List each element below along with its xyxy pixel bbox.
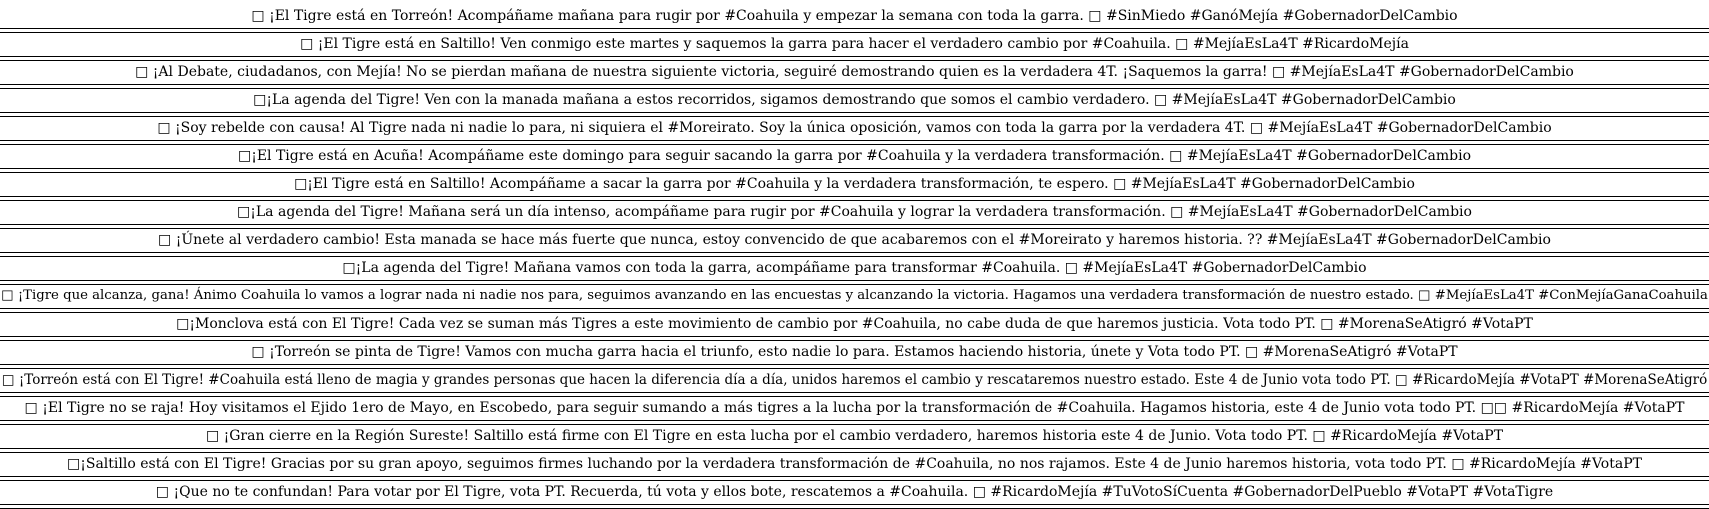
tweet-row: □ ¡Que no te confundan! Para votar por El Tigre, vota PT. Recuerda, tú vota y ellos bote, rescatemos a #Coahuila. □ #RicardoMejía #TuVotoSíCuenta #GobernadorDelPueblo #VotaPT #VotaTigre bbox=[0, 482, 1709, 505]
tweet-row: □¡Monclova está con El Tigre! Cada vez se suman más Tigres a este movimiento de cambio por #Coahuila, no cabe duda de que haremos justicia. Vota todo PT. □ #MorenaSeAtigró #VotaPT bbox=[0, 314, 1709, 337]
tweet-row: □ ¡El Tigre no se raja! Hoy visitamos el Ejido 1ero de Mayo, en Escobedo, para seguir sumando a más tigres a la lucha por la transformación de #Coahuila. Hagamos historia, este 4 de Junio vota todo PT. □□ #RicardoMejía #VotaPT bbox=[0, 398, 1709, 421]
tweet-row: □ ¡Soy rebelde con causa! Al Tigre nada ni nadie lo para, ni siquiera el #Moreirato. Soy la única oposición, vamos con toda la garra por la verdadera 4T. □ #MejíaEsLa4T #GobernadorDelCambio bbox=[0, 118, 1709, 141]
tweet-row: □ ¡El Tigre está en Saltillo! Ven conmigo este martes y saquemos la garra para hacer el verdadero cambio por #Coahuila. □ #MejíaEsLa4T #RicardoMejía bbox=[0, 34, 1709, 57]
tweet-row: □ ¡Torreón se pinta de Tigre! Vamos con mucha garra hacia el triunfo, esto nadie lo para. Estamos haciendo historia, únete y Vota todo PT. □ #MorenaSeAtigró #VotaPT bbox=[0, 342, 1709, 365]
tweet-row: □¡El Tigre está en Saltillo! Acompáñame a sacar la garra por #Coahuila y la verdadera transformación, te espero. □ #MejíaEsLa4T #GobernadorDelCambio bbox=[0, 174, 1709, 197]
tweet-row: □ ¡Gran cierre en la Región Sureste! Saltillo está firme con El Tigre en esta lucha por el cambio verdadero, haremos historia este 4 de Junio. Vota todo PT. □ #RicardoMejía #VotaPT bbox=[0, 426, 1709, 449]
tweet-row: □ ¡Únete al verdadero cambio! Esta manada se hace más fuerte que nunca, estoy convencido de que acabaremos con el #Moreirato y haremos historia. ?? #MejíaEsLa4T #GobernadorDelCambio bbox=[0, 230, 1709, 253]
tweet-row: □¡El Tigre está en Acuña! Acompáñame este domingo para seguir sacando la garra por #Coahuila y la verdadera transformación. □ #MejíaEsLa4T #GobernadorDelCambio bbox=[0, 146, 1709, 169]
tweet-row: □¡La agenda del Tigre! Mañana vamos con toda la garra, acompáñame para transformar #Coahuila. □ #MejíaEsLa4T #GobernadorDelCambio bbox=[0, 258, 1709, 281]
tweet-row: □ ¡El Tigre está en Torreón! Acompáñame mañana para rugir por #Coahuila y empezar la semana con toda la garra. □ #SinMiedo #GanóMejía #GobernadorDelCambio bbox=[0, 6, 1709, 29]
tweet-row: □ ¡Tigre que alcanza, gana! Ánimo Coahuila lo vamos a lograr nada ni nadie nos para, seguimos avanzando en las encuestas y alcanzando la victoria. Hagamos una verdadera transformación de nuestro estado. □ #MejíaEsLa4T #ConMejíaGanaCoahuila bbox=[0, 286, 1709, 309]
tweet-row: □ ¡Al Debate, ciudadanos, con Mejía! No se pierdan mañana de nuestra siguiente victoria, seguiré demostrando quien es la verdadera 4T. ¡Saquemos la garra! □ #MejíaEsLa4T #GobernadorDelCambio bbox=[0, 62, 1709, 85]
tweet-row: □¡La agenda del Tigre! Ven con la manada mañana a estos recorridos, sigamos demostrando que somos el cambio verdadero. □ #MejíaEsLa4T #GobernadorDelCambio bbox=[0, 90, 1709, 113]
tweet-row: □¡La agenda del Tigre! Mañana será un día intenso, acompáñame para rugir por #Coahuila y lograr la verdadera transformación. □ #MejíaEsLa4T #GobernadorDelCambio bbox=[0, 202, 1709, 225]
tweet-row: □ ¡Torreón está con El Tigre! #Coahuila está lleno de magia y grandes personas que hacen la diferencia día a día, unidos haremos el cambio y rescataremos nuestro estado. Este 4 de Junio vota todo PT. □ #RicardoMejía #VotaPT #MorenaSeAtigró bbox=[0, 370, 1709, 393]
tweet-row: □¡Saltillo está con El Tigre! Gracias por su gran apoyo, seguimos firmes luchando por la verdadera transformación de #Coahuila, no nos rajamos. Este 4 de Junio haremos historia, vota todo PT. □ #RicardoMejía #VotaPT bbox=[0, 454, 1709, 477]
